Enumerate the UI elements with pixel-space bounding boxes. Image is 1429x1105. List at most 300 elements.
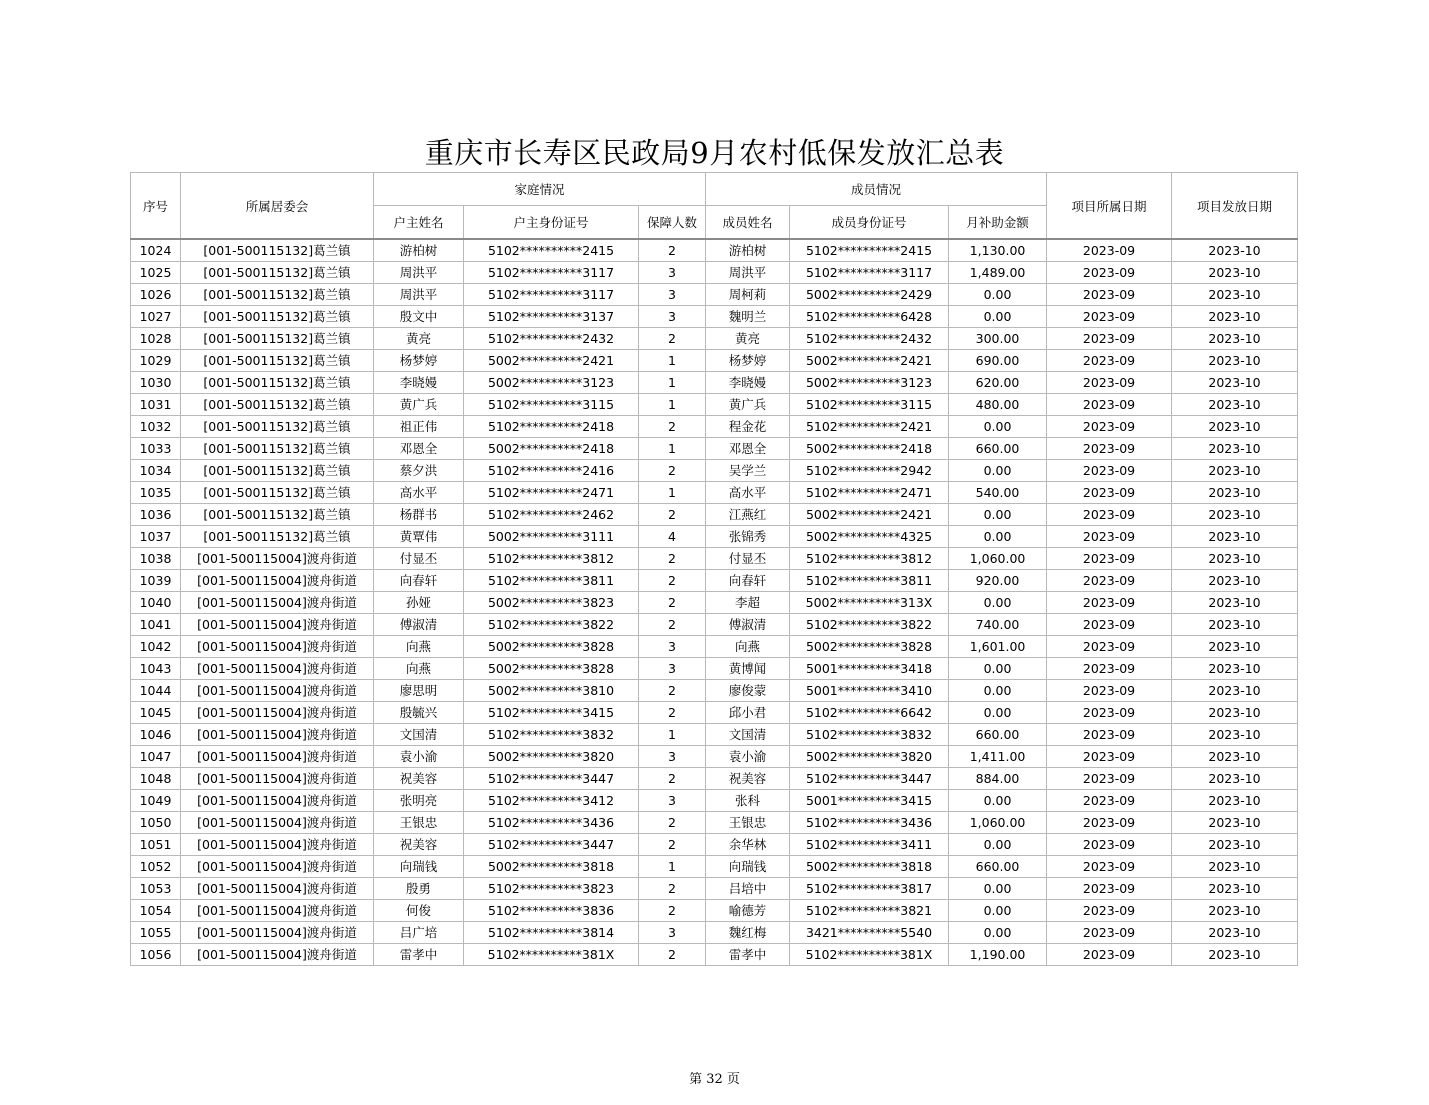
cell-project-date: 2023-09 <box>1047 372 1172 394</box>
header-member-group: 成员情况 <box>706 173 1047 206</box>
cell-head-name: 向燕 <box>374 636 464 658</box>
cell-project-date: 2023-09 <box>1047 504 1172 526</box>
cell-head-name: 祝美容 <box>374 768 464 790</box>
header-amount: 月补助金额 <box>949 206 1047 240</box>
table-row <box>131 526 1298 548</box>
table-row <box>131 680 1298 702</box>
cell-member-name: 邓恩全 <box>706 438 790 460</box>
cell-amount: 0.00 <box>949 834 1047 856</box>
cell-amount: 0.00 <box>949 680 1047 702</box>
cell-head-id: 5102**********3436 <box>464 812 639 834</box>
cell-head-name: 向瑞钱 <box>374 856 464 878</box>
cell-count: 2 <box>639 548 706 570</box>
cell-head-id: 5002**********2418 <box>464 438 639 460</box>
cell-member-id: 5102**********2942 <box>790 460 949 482</box>
cell-amount: 1,489.00 <box>949 262 1047 284</box>
cell-head-id: 5102**********2418 <box>464 416 639 438</box>
table-row <box>131 944 1298 966</box>
cell-seq: 1046 <box>131 724 181 746</box>
cell-head-name: 周洪平 <box>374 262 464 284</box>
cell-committee: [001-500115004]渡舟街道 <box>181 636 374 658</box>
cell-project-date: 2023-09 <box>1047 702 1172 724</box>
cell-count: 2 <box>639 812 706 834</box>
cell-committee: [001-500115132]葛兰镇 <box>181 482 374 504</box>
cell-member-name: 黄广兵 <box>706 394 790 416</box>
cell-committee: [001-500115132]葛兰镇 <box>181 306 374 328</box>
cell-committee: [001-500115132]葛兰镇 <box>181 239 374 262</box>
table-row <box>131 262 1298 284</box>
table-row <box>131 306 1298 328</box>
cell-seq: 1053 <box>131 878 181 900</box>
cell-project-date: 2023-09 <box>1047 438 1172 460</box>
cell-member-id: 5102**********381X <box>790 944 949 966</box>
cell-project-date: 2023-09 <box>1047 592 1172 614</box>
cell-issue-date: 2023-10 <box>1172 702 1298 724</box>
table-row <box>131 372 1298 394</box>
cell-count: 3 <box>639 306 706 328</box>
table-row <box>131 438 1298 460</box>
cell-member-id: 5002**********3820 <box>790 746 949 768</box>
cell-project-date: 2023-09 <box>1047 394 1172 416</box>
cell-amount: 480.00 <box>949 394 1047 416</box>
table-row <box>131 239 1298 262</box>
cell-amount: 884.00 <box>949 768 1047 790</box>
cell-head-id: 5102**********3823 <box>464 878 639 900</box>
table-row <box>131 394 1298 416</box>
cell-issue-date: 2023-10 <box>1172 372 1298 394</box>
cell-issue-date: 2023-10 <box>1172 284 1298 306</box>
cell-committee: [001-500115004]渡舟街道 <box>181 900 374 922</box>
cell-amount: 0.00 <box>949 460 1047 482</box>
page-number: 第 32 页 <box>689 1072 740 1087</box>
cell-seq: 1036 <box>131 504 181 526</box>
cell-issue-date: 2023-10 <box>1172 790 1298 812</box>
cell-count: 3 <box>639 922 706 944</box>
cell-head-id: 5002**********3123 <box>464 372 639 394</box>
cell-seq: 1044 <box>131 680 181 702</box>
cell-seq: 1031 <box>131 394 181 416</box>
cell-member-id: 5002**********2418 <box>790 438 949 460</box>
cell-head-name: 高水平 <box>374 482 464 504</box>
cell-committee: [001-500115004]渡舟街道 <box>181 834 374 856</box>
cell-head-id: 5102**********3832 <box>464 724 639 746</box>
cell-project-date: 2023-09 <box>1047 328 1172 350</box>
cell-count: 1 <box>639 438 706 460</box>
cell-head-name: 吕广培 <box>374 922 464 944</box>
cell-member-id: 5102**********2471 <box>790 482 949 504</box>
cell-issue-date: 2023-10 <box>1172 394 1298 416</box>
cell-member-id: 5002**********2429 <box>790 284 949 306</box>
cell-count: 2 <box>639 504 706 526</box>
cell-amount: 1,060.00 <box>949 548 1047 570</box>
cell-member-name: 祝美容 <box>706 768 790 790</box>
cell-seq: 1056 <box>131 944 181 966</box>
cell-member-id: 5102**********3436 <box>790 812 949 834</box>
cell-amount: 0.00 <box>949 900 1047 922</box>
table-row <box>131 328 1298 350</box>
cell-head-name: 黄亮 <box>374 328 464 350</box>
cell-amount: 0.00 <box>949 306 1047 328</box>
cell-head-name: 傅淑清 <box>374 614 464 636</box>
cell-member-name: 文国清 <box>706 724 790 746</box>
cell-member-id: 5102**********3832 <box>790 724 949 746</box>
cell-seq: 1028 <box>131 328 181 350</box>
table-row <box>131 900 1298 922</box>
cell-seq: 1030 <box>131 372 181 394</box>
cell-count: 2 <box>639 680 706 702</box>
cell-member-id: 5102**********3117 <box>790 262 949 284</box>
cell-project-date: 2023-09 <box>1047 658 1172 680</box>
cell-count: 3 <box>639 790 706 812</box>
cell-project-date: 2023-09 <box>1047 614 1172 636</box>
cell-amount: 300.00 <box>949 328 1047 350</box>
cell-seq: 1024 <box>131 239 181 262</box>
cell-member-id: 5102**********3411 <box>790 834 949 856</box>
cell-issue-date: 2023-10 <box>1172 614 1298 636</box>
cell-count: 1 <box>639 394 706 416</box>
cell-issue-date: 2023-10 <box>1172 438 1298 460</box>
cell-member-id: 5102**********3812 <box>790 548 949 570</box>
cell-head-name: 殷毓兴 <box>374 702 464 724</box>
cell-seq: 1027 <box>131 306 181 328</box>
cell-seq: 1032 <box>131 416 181 438</box>
cell-head-id: 5102**********3412 <box>464 790 639 812</box>
cell-seq: 1038 <box>131 548 181 570</box>
cell-count: 3 <box>639 262 706 284</box>
cell-member-id: 5002**********313X <box>790 592 949 614</box>
header-issue-date: 项目发放日期 <box>1172 173 1298 240</box>
cell-seq: 1054 <box>131 900 181 922</box>
cell-seq: 1055 <box>131 922 181 944</box>
table-header <box>131 173 1298 240</box>
cell-project-date: 2023-09 <box>1047 812 1172 834</box>
cell-amount: 740.00 <box>949 614 1047 636</box>
cell-committee: [001-500115132]葛兰镇 <box>181 438 374 460</box>
cell-member-name: 张锦秀 <box>706 526 790 548</box>
cell-amount: 0.00 <box>949 284 1047 306</box>
cell-issue-date: 2023-10 <box>1172 328 1298 350</box>
cell-count: 1 <box>639 350 706 372</box>
cell-project-date: 2023-09 <box>1047 790 1172 812</box>
cell-member-id: 5001**********3410 <box>790 680 949 702</box>
cell-count: 1 <box>639 372 706 394</box>
cell-project-date: 2023-09 <box>1047 460 1172 482</box>
cell-seq: 1029 <box>131 350 181 372</box>
cell-project-date: 2023-09 <box>1047 526 1172 548</box>
cell-seq: 1050 <box>131 812 181 834</box>
cell-count: 2 <box>639 878 706 900</box>
cell-committee: [001-500115132]葛兰镇 <box>181 460 374 482</box>
cell-committee: [001-500115132]葛兰镇 <box>181 350 374 372</box>
cell-head-name: 袁小渝 <box>374 746 464 768</box>
table-row <box>131 658 1298 680</box>
cell-project-date: 2023-09 <box>1047 944 1172 966</box>
table-row <box>131 856 1298 878</box>
cell-member-name: 周柯莉 <box>706 284 790 306</box>
cell-member-id: 5002**********4325 <box>790 526 949 548</box>
cell-head-name: 付显丕 <box>374 548 464 570</box>
cell-head-id: 5102**********3814 <box>464 922 639 944</box>
cell-amount: 540.00 <box>949 482 1047 504</box>
cell-member-name: 李超 <box>706 592 790 614</box>
cell-head-name: 向燕 <box>374 658 464 680</box>
cell-issue-date: 2023-10 <box>1172 856 1298 878</box>
cell-head-name: 黄覃伟 <box>374 526 464 548</box>
cell-committee: [001-500115132]葛兰镇 <box>181 284 374 306</box>
cell-committee: [001-500115132]葛兰镇 <box>181 394 374 416</box>
cell-committee: [001-500115004]渡舟街道 <box>181 768 374 790</box>
cell-head-name: 周洪平 <box>374 284 464 306</box>
cell-head-id: 5102**********3811 <box>464 570 639 592</box>
cell-amount: 1,060.00 <box>949 812 1047 834</box>
cell-issue-date: 2023-10 <box>1172 350 1298 372</box>
cell-member-name: 吴学兰 <box>706 460 790 482</box>
cell-member-name: 江燕红 <box>706 504 790 526</box>
cell-member-name: 廖俊蒙 <box>706 680 790 702</box>
allowance-table <box>130 172 1298 966</box>
cell-count: 2 <box>639 834 706 856</box>
cell-project-date: 2023-09 <box>1047 724 1172 746</box>
cell-seq: 1037 <box>131 526 181 548</box>
cell-head-id: 5102**********3117 <box>464 284 639 306</box>
cell-head-name: 孙娅 <box>374 592 464 614</box>
cell-committee: [001-500115004]渡舟街道 <box>181 702 374 724</box>
cell-member-id: 5102**********3811 <box>790 570 949 592</box>
table-row <box>131 834 1298 856</box>
cell-count: 2 <box>639 328 706 350</box>
cell-seq: 1048 <box>131 768 181 790</box>
header-head-id: 户主身份证号 <box>464 206 639 240</box>
cell-member-name: 张科 <box>706 790 790 812</box>
cell-count: 2 <box>639 460 706 482</box>
cell-seq: 1042 <box>131 636 181 658</box>
cell-issue-date: 2023-10 <box>1172 504 1298 526</box>
cell-head-id: 5002**********3823 <box>464 592 639 614</box>
cell-head-id: 5102**********381X <box>464 944 639 966</box>
cell-committee: [001-500115132]葛兰镇 <box>181 416 374 438</box>
cell-amount: 0.00 <box>949 504 1047 526</box>
cell-project-date: 2023-09 <box>1047 900 1172 922</box>
cell-committee: [001-500115004]渡舟街道 <box>181 570 374 592</box>
cell-amount: 0.00 <box>949 592 1047 614</box>
cell-head-name: 张明亮 <box>374 790 464 812</box>
cell-seq: 1051 <box>131 834 181 856</box>
cell-head-id: 5002**********2421 <box>464 350 639 372</box>
cell-amount: 0.00 <box>949 790 1047 812</box>
cell-head-id: 5102**********3117 <box>464 262 639 284</box>
cell-amount: 620.00 <box>949 372 1047 394</box>
cell-head-name: 杨群书 <box>374 504 464 526</box>
cell-project-date: 2023-09 <box>1047 306 1172 328</box>
cell-member-id: 5102**********6428 <box>790 306 949 328</box>
cell-seq: 1025 <box>131 262 181 284</box>
cell-seq: 1045 <box>131 702 181 724</box>
cell-count: 3 <box>639 636 706 658</box>
cell-issue-date: 2023-10 <box>1172 812 1298 834</box>
cell-head-name: 王银忠 <box>374 812 464 834</box>
table-row <box>131 768 1298 790</box>
cell-project-date: 2023-09 <box>1047 746 1172 768</box>
table-row <box>131 746 1298 768</box>
cell-member-name: 魏明兰 <box>706 306 790 328</box>
cell-issue-date: 2023-10 <box>1172 570 1298 592</box>
cell-count: 3 <box>639 746 706 768</box>
cell-issue-date: 2023-10 <box>1172 680 1298 702</box>
cell-head-id: 5002**********3111 <box>464 526 639 548</box>
cell-seq: 1039 <box>131 570 181 592</box>
cell-amount: 1,601.00 <box>949 636 1047 658</box>
cell-project-date: 2023-09 <box>1047 570 1172 592</box>
cell-amount: 0.00 <box>949 702 1047 724</box>
cell-issue-date: 2023-10 <box>1172 658 1298 680</box>
cell-member-id: 5002**********2421 <box>790 504 949 526</box>
cell-head-name: 祖正伟 <box>374 416 464 438</box>
cell-count: 2 <box>639 900 706 922</box>
cell-head-id: 5102**********3447 <box>464 834 639 856</box>
cell-project-date: 2023-09 <box>1047 239 1172 262</box>
cell-member-id: 5102**********6642 <box>790 702 949 724</box>
cell-member-id: 5102**********3447 <box>790 768 949 790</box>
cell-committee: [001-500115004]渡舟街道 <box>181 724 374 746</box>
table-row <box>131 548 1298 570</box>
cell-member-id: 5102**********3822 <box>790 614 949 636</box>
cell-count: 2 <box>639 768 706 790</box>
cell-head-name: 何俊 <box>374 900 464 922</box>
cell-member-name: 喻德芳 <box>706 900 790 922</box>
cell-member-name: 黄博闻 <box>706 658 790 680</box>
table-row <box>131 812 1298 834</box>
cell-head-name: 游柏树 <box>374 239 464 262</box>
cell-seq: 1035 <box>131 482 181 504</box>
cell-issue-date: 2023-10 <box>1172 724 1298 746</box>
cell-count: 2 <box>639 239 706 262</box>
table-row <box>131 416 1298 438</box>
table-row <box>131 592 1298 614</box>
cell-member-id: 5002**********2421 <box>790 350 949 372</box>
cell-head-id: 5102**********2416 <box>464 460 639 482</box>
cell-head-id: 5102**********3137 <box>464 306 639 328</box>
table-row <box>131 570 1298 592</box>
cell-committee: [001-500115004]渡舟街道 <box>181 922 374 944</box>
cell-seq: 1040 <box>131 592 181 614</box>
cell-issue-date: 2023-10 <box>1172 460 1298 482</box>
cell-issue-date: 2023-10 <box>1172 592 1298 614</box>
cell-committee: [001-500115004]渡舟街道 <box>181 812 374 834</box>
cell-count: 3 <box>639 658 706 680</box>
cell-amount: 0.00 <box>949 416 1047 438</box>
cell-member-id: 5002**********3818 <box>790 856 949 878</box>
cell-issue-date: 2023-10 <box>1172 878 1298 900</box>
cell-seq: 1052 <box>131 856 181 878</box>
cell-project-date: 2023-09 <box>1047 482 1172 504</box>
cell-committee: [001-500115132]葛兰镇 <box>181 262 374 284</box>
cell-member-name: 雷孝中 <box>706 944 790 966</box>
cell-amount: 0.00 <box>949 658 1047 680</box>
cell-member-name: 向春轩 <box>706 570 790 592</box>
cell-project-date: 2023-09 <box>1047 262 1172 284</box>
header-household-group: 家庭情况 <box>374 173 706 206</box>
cell-head-id: 5102**********3812 <box>464 548 639 570</box>
header-committee: 所属居委会 <box>181 173 374 240</box>
cell-member-name: 杨梦婷 <box>706 350 790 372</box>
cell-member-name: 吕培中 <box>706 878 790 900</box>
cell-member-id: 5002**********3828 <box>790 636 949 658</box>
cell-amount: 0.00 <box>949 878 1047 900</box>
cell-amount: 690.00 <box>949 350 1047 372</box>
cell-committee: [001-500115004]渡舟街道 <box>181 944 374 966</box>
cell-head-id: 5002**********3818 <box>464 856 639 878</box>
header-head-name: 户主姓名 <box>374 206 464 240</box>
cell-member-id: 5102**********2421 <box>790 416 949 438</box>
cell-member-id: 5102**********2415 <box>790 239 949 262</box>
cell-issue-date: 2023-10 <box>1172 746 1298 768</box>
cell-committee: [001-500115132]葛兰镇 <box>181 526 374 548</box>
cell-head-id: 5102**********3115 <box>464 394 639 416</box>
cell-head-id: 5102**********2471 <box>464 482 639 504</box>
cell-project-date: 2023-09 <box>1047 548 1172 570</box>
table-body <box>131 239 1298 966</box>
cell-count: 3 <box>639 284 706 306</box>
cell-count: 1 <box>639 856 706 878</box>
cell-amount: 660.00 <box>949 856 1047 878</box>
table-row <box>131 504 1298 526</box>
cell-member-name: 傅淑清 <box>706 614 790 636</box>
table-row <box>131 482 1298 504</box>
cell-amount: 0.00 <box>949 922 1047 944</box>
table-row <box>131 922 1298 944</box>
cell-issue-date: 2023-10 <box>1172 526 1298 548</box>
cell-member-id: 3421**********5540 <box>790 922 949 944</box>
cell-project-date: 2023-09 <box>1047 878 1172 900</box>
cell-head-id: 5102**********3415 <box>464 702 639 724</box>
cell-member-id: 5002**********3123 <box>790 372 949 394</box>
cell-count: 2 <box>639 592 706 614</box>
cell-seq: 1026 <box>131 284 181 306</box>
table-row <box>131 702 1298 724</box>
cell-committee: [001-500115132]葛兰镇 <box>181 372 374 394</box>
cell-committee: [001-500115004]渡舟街道 <box>181 548 374 570</box>
cell-member-name: 付显丕 <box>706 548 790 570</box>
cell-head-id: 5002**********3828 <box>464 658 639 680</box>
cell-seq: 1047 <box>131 746 181 768</box>
cell-head-name: 廖思明 <box>374 680 464 702</box>
cell-member-name: 邱小君 <box>706 702 790 724</box>
cell-head-id: 5102**********3836 <box>464 900 639 922</box>
cell-seq: 1043 <box>131 658 181 680</box>
cell-project-date: 2023-09 <box>1047 636 1172 658</box>
cell-head-id: 5002**********3810 <box>464 680 639 702</box>
cell-head-name: 祝美容 <box>374 834 464 856</box>
cell-count: 2 <box>639 416 706 438</box>
cell-member-name: 袁小渝 <box>706 746 790 768</box>
cell-head-id: 5102**********2432 <box>464 328 639 350</box>
cell-committee: [001-500115004]渡舟街道 <box>181 746 374 768</box>
cell-seq: 1041 <box>131 614 181 636</box>
cell-head-name: 杨梦婷 <box>374 350 464 372</box>
cell-project-date: 2023-09 <box>1047 768 1172 790</box>
cell-issue-date: 2023-10 <box>1172 768 1298 790</box>
cell-head-name: 文国清 <box>374 724 464 746</box>
cell-committee: [001-500115004]渡舟街道 <box>181 856 374 878</box>
table-row <box>131 636 1298 658</box>
cell-committee: [001-500115004]渡舟街道 <box>181 658 374 680</box>
cell-head-name: 殷勇 <box>374 878 464 900</box>
cell-amount: 1,130.00 <box>949 239 1047 262</box>
cell-issue-date: 2023-10 <box>1172 900 1298 922</box>
cell-committee: [001-500115004]渡舟街道 <box>181 592 374 614</box>
cell-member-name: 向瑞钱 <box>706 856 790 878</box>
table-row <box>131 614 1298 636</box>
